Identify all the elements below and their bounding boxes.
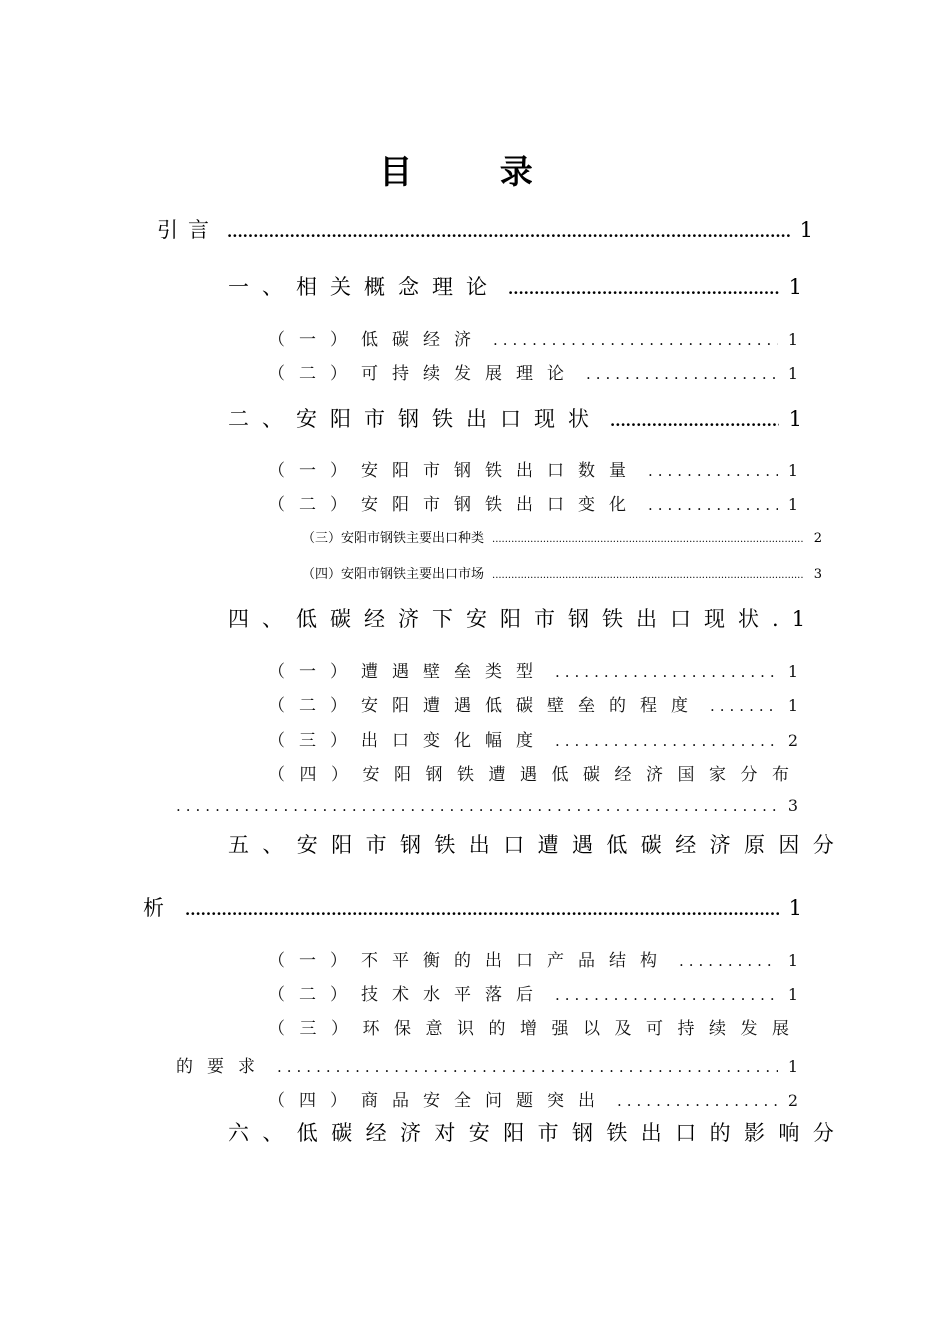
toc-entry[interactable]	[268, 946, 798, 971]
toc-entry-label[interactable]: （三）环保意识的增强以及可持续发展	[268, 1019, 804, 1039]
toc-entry[interactable]	[157, 214, 813, 244]
toc-entry[interactable]	[228, 403, 802, 433]
toc-entry-page: 1	[787, 364, 798, 383]
toc-entry-label: （二）可持续发展理论	[268, 364, 578, 384]
toc-entry-label[interactable]: 六、低碳经济对安阳市钢铁出口的影响分	[228, 1121, 848, 1145]
toc-entry-label: （一）低碳经济	[268, 330, 485, 350]
toc-entry[interactable]	[228, 603, 806, 633]
toc-leader	[648, 462, 778, 480]
toc-leader	[508, 280, 779, 298]
toc-entry-continuation[interactable]	[176, 1052, 798, 1077]
toc-entry-page: 1	[787, 495, 798, 514]
toc-entry-label: （二）安阳市钢铁出口变化	[268, 495, 640, 515]
toc-leader	[492, 534, 804, 545]
toc-entry[interactable]	[268, 325, 798, 350]
toc-entry-page: 1	[787, 985, 798, 1004]
toc-entry-page: 1	[787, 951, 798, 970]
toc-entry-label[interactable]: 五、安阳市钢铁出口遭遇低碳经济原因分	[228, 833, 848, 857]
toc-leader	[555, 732, 778, 750]
toc-leader	[227, 223, 790, 241]
toc-leader	[710, 697, 778, 715]
toc-entry-page: 2	[813, 531, 822, 546]
toc-entry-label: （二）安阳遭遇低碳壁垒的程度	[268, 696, 702, 716]
toc-entry-page: 2	[787, 731, 798, 750]
toc-entry-page: 1	[787, 330, 798, 349]
toc-entry-page: 3	[813, 567, 822, 582]
toc-entry-page: 3	[787, 796, 798, 815]
toc-leader	[277, 1058, 778, 1076]
toc-entry-label-cont: 的要求	[176, 1057, 269, 1077]
toc-entry-label: （二）技术水平落后	[268, 985, 547, 1005]
toc-entry[interactable]	[268, 980, 798, 1005]
toc-leader	[617, 1092, 778, 1110]
toc-entry-page: 1	[787, 461, 798, 480]
toc-entry-page: 2	[787, 1091, 798, 1110]
toc-leader	[555, 663, 778, 681]
toc-entry-page: 1	[791, 607, 806, 631]
toc-leader	[492, 570, 804, 581]
toc-leader	[185, 901, 779, 919]
toc-entry-label[interactable]: （四）安阳钢铁遭遇低碳经济国家分布	[268, 765, 804, 785]
toc-leader	[555, 986, 778, 1004]
toc-entry[interactable]	[268, 726, 798, 751]
toc-entry-label: 二、安阳市钢铁出口现状	[228, 407, 602, 431]
toc-entry-label: 引言	[157, 218, 219, 242]
toc-leader	[493, 331, 778, 349]
toc-leader	[586, 365, 778, 383]
toc-entry-continuation[interactable]	[143, 892, 802, 922]
toc-entry-label: （三）出口变化幅度	[268, 731, 547, 751]
toc-entry-label: 一、相关概念理论	[228, 275, 500, 299]
toc-entry[interactable]	[228, 271, 802, 301]
toc-leader	[610, 412, 779, 430]
toc-entry-label: （四）商品安全问题突出	[268, 1091, 609, 1111]
toc-entry[interactable]	[268, 691, 798, 716]
toc-entry-page: 1	[787, 1057, 798, 1076]
toc-entry[interactable]	[268, 359, 798, 384]
toc-leader	[176, 797, 778, 815]
toc-entry-label-cont: 析	[143, 896, 177, 920]
toc-entry-continuation[interactable]	[176, 796, 798, 815]
toc-entry-page: 1	[788, 896, 802, 920]
toc-leader	[648, 496, 778, 514]
toc-leader	[679, 952, 778, 970]
toc-entry-label: （一）遭遇壁垒类型	[268, 662, 547, 682]
toc-entry[interactable]	[268, 456, 798, 481]
toc-entry[interactable]	[302, 527, 822, 546]
toc-entry[interactable]	[268, 657, 798, 682]
toc-entry-label: （一）不平衡的出口产品结构	[268, 951, 671, 971]
toc-entry-page: 1	[787, 696, 798, 715]
toc-entry-label: 四、低碳经济下安阳市钢铁出口现状.	[228, 607, 792, 631]
toc-title: 目 录	[379, 152, 571, 191]
toc-entry-label: （四）安阳市钢铁主要出口市场	[302, 567, 485, 582]
toc-entry-page: 1	[787, 662, 798, 681]
toc-entry[interactable]	[268, 1086, 798, 1111]
toc-entry-label: （一）安阳市钢铁出口数量	[268, 461, 640, 481]
toc-entry-page: 1	[788, 275, 802, 299]
toc-entry[interactable]	[302, 563, 822, 582]
toc-entry-page: 1	[788, 407, 802, 431]
toc-entry-page: 1	[799, 218, 813, 242]
toc-entry[interactable]	[268, 490, 798, 515]
toc-entry-label: （三）安阳市钢铁主要出口种类	[302, 531, 485, 546]
